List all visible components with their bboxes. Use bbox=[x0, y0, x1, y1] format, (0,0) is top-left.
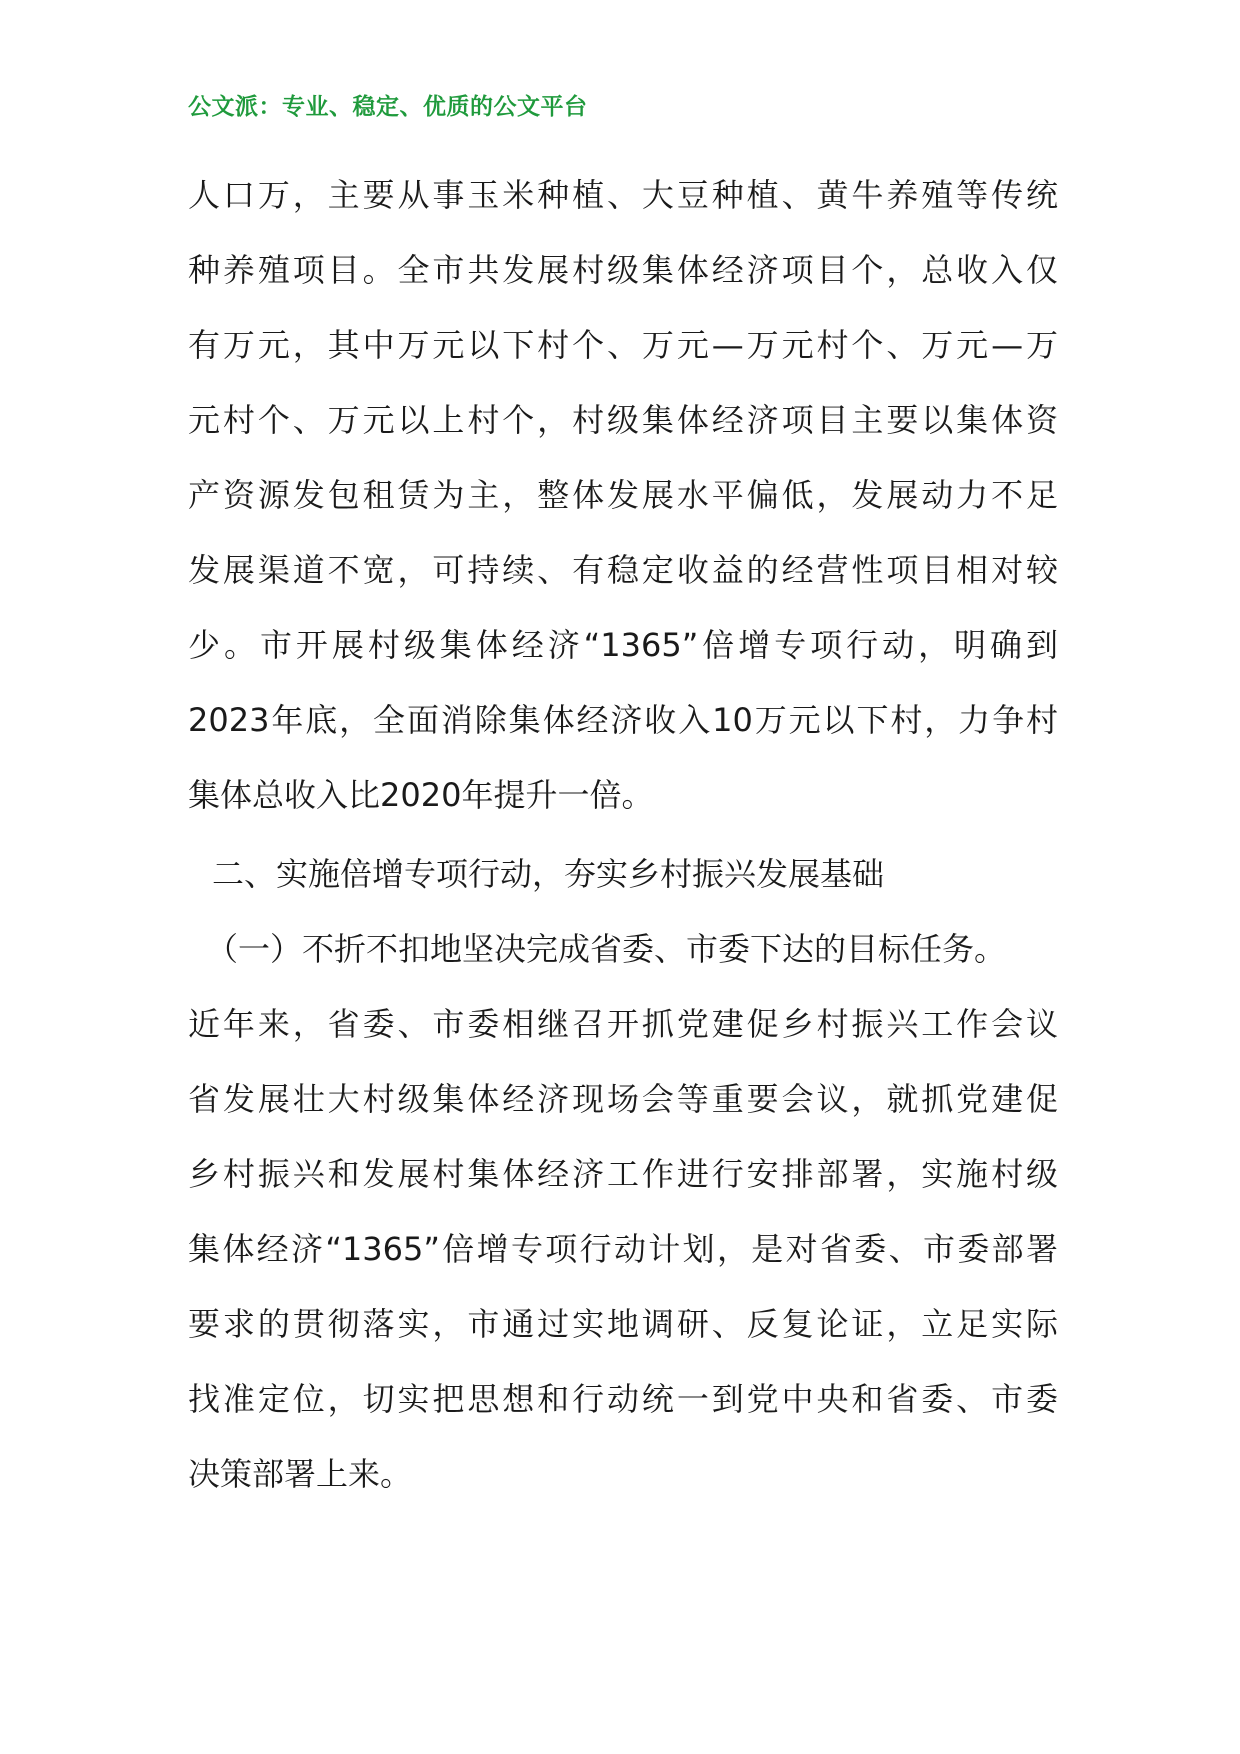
page-header: 公文派：专业、稳定、优质的公文平台 bbox=[188, 94, 588, 120]
text-line: 集体经济“1365”倍增专项行动计划，是对省委、市委部署 bbox=[188, 1230, 1058, 1268]
paragraph-1 bbox=[188, 170, 1058, 845]
text-line: 少。市开展村级集体经济“1365”倍增专项行动，明确到 bbox=[188, 626, 1058, 664]
text-line: 找准定位，切实把思想和行动统一到党中央和省委、市委 bbox=[188, 1380, 1058, 1418]
text-line: 产资源发包租赁为主，整体发展水平偏低，发展动力不足 bbox=[188, 476, 1058, 514]
document-body bbox=[188, 170, 1058, 1524]
text-line: 集体总收入比2020年提升一倍。 bbox=[188, 776, 654, 814]
text-line: 决策部署上来。 bbox=[188, 1455, 413, 1493]
text-line: （一）不折不扣地坚决完成省委、市委下达的目标任务。 bbox=[206, 930, 1007, 968]
text-line: 人口万，主要从事玉米种植、大豆种植、黄牛养殖等传统 bbox=[188, 176, 1058, 214]
text-line: 种养殖项目。全市共发展村级集体经济项目个，总收入仅 bbox=[188, 251, 1058, 289]
text-line: 有万元，其中万元以下村个、万元—万元村个、万元—万 bbox=[188, 326, 1058, 364]
paragraph-2 bbox=[188, 924, 1058, 1524]
text-line: 省发展壮大村级集体经济现场会等重要会议，就抓党建促 bbox=[188, 1080, 1058, 1118]
text-line: 元村个、万元以上村个，村级集体经济项目主要以集体资 bbox=[188, 401, 1058, 439]
text-line: 要求的贯彻落实，市通过实地调研、反复论证，立足实际 bbox=[188, 1305, 1058, 1343]
text-line: 2023年底，全面消除集体经济收入10万元以下村，力争村 bbox=[188, 701, 1058, 739]
text-line: 近年来，省委、市委相继召开抓党建促乡村振兴工作会议 bbox=[188, 1005, 1058, 1043]
section-heading: 二、实施倍增专项行动，夯实乡村振兴发展基础 bbox=[212, 855, 885, 893]
text-line: 乡村振兴和发展村集体经济工作进行安排部署，实施村级 bbox=[188, 1155, 1058, 1193]
text-line: 发展渠道不宽，可持续、有稳定收益的经营性项目相对较 bbox=[188, 551, 1058, 589]
